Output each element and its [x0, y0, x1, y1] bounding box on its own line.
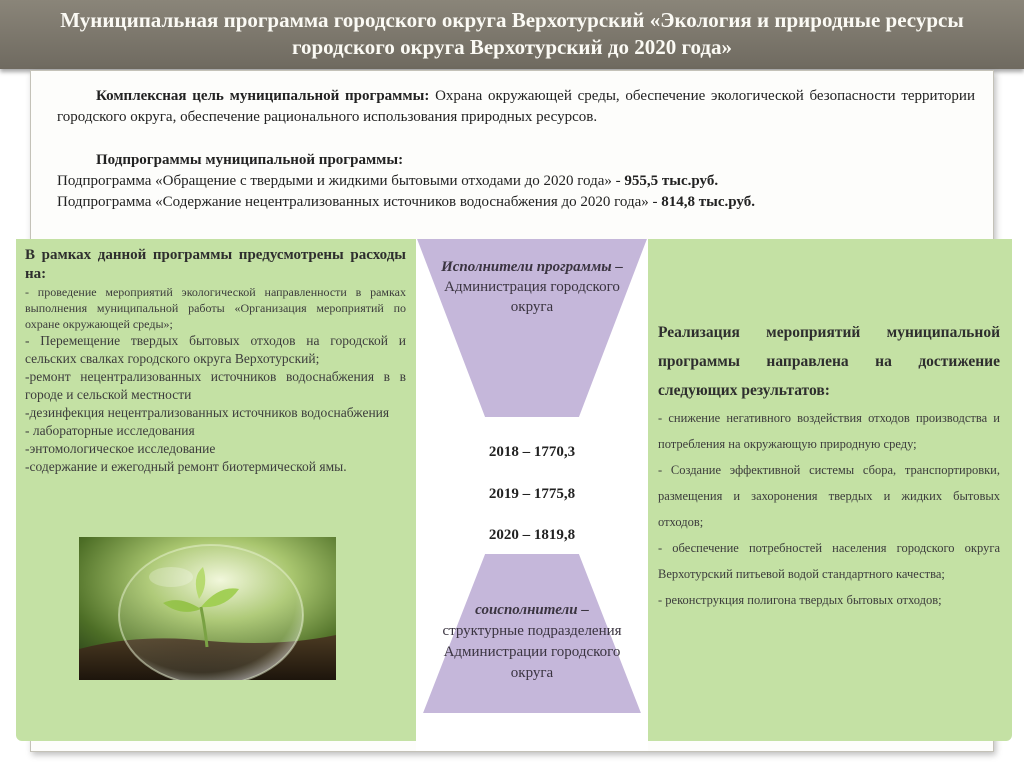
goal-text: Охрана окружающей среды, обеспечение экологической безопасности территории городского округа, обеспечение рационального использования природных ресурсов. — [57, 88, 975, 125]
budget-year-2020 — [458, 525, 606, 545]
budget-value: 2018 – 1770,3 — [488, 444, 576, 460]
budget-value: 2019 – 1775,8 — [488, 486, 576, 502]
expense-item: - лабораторные исследования — [25, 423, 195, 438]
result-item: - обеспечение потребностей населения городского округа Верхотурский питьевой водой стандартного качества; — [658, 541, 1000, 581]
expenses-list — [25, 246, 406, 476]
expense-item: - Перемещение твердых бытовых отходов на городской и сельских свалках городского округа Верхотурский; — [25, 333, 406, 366]
subprograms-heading: Подпрограммы муниципальной программы: — [96, 152, 404, 168]
expense-item: -энтомологическое исследование — [25, 441, 216, 456]
executors-label: Исполнители программы – — [441, 259, 623, 275]
budget-year-2019 — [458, 484, 606, 504]
budget-value: 2020 – 1819,8 — [488, 527, 576, 543]
coexecutors-text: структурные подразделения Администрации городского округа — [442, 623, 622, 681]
goal-label: Комплексная цель муниципальной программы: — [96, 88, 430, 104]
program-executors — [430, 257, 634, 317]
results-list — [658, 318, 1000, 613]
expense-item: -содержание и ежегодный ремонт биотермической ямы. — [25, 459, 347, 474]
slide-title-line-1: Муниципальная программа городского округа Верхотурский «Экология и природные ресурсы — [60, 8, 964, 32]
budget-year-2018 — [458, 442, 606, 462]
subprogram-item — [57, 192, 975, 213]
result-item: - реконструкция полигона твердых бытовых отходов; — [658, 593, 942, 607]
slide-header — [0, 0, 1024, 69]
subprogram-text: Подпрограмма «Обращение с твердыми и жидкими бытовыми отходами до 2020 года» - — [57, 173, 625, 189]
result-item: - Создание эффективной системы сбора, транспортировки, размещения и захоронения твердых и жидких бытовых отходов; — [658, 463, 1000, 529]
plant-sprout-photo — [79, 537, 336, 680]
plant-illustration — [79, 537, 336, 680]
expense-item: -ремонт нецентрализованных источников водоснабжения в в городе и сельской местности — [25, 369, 406, 402]
result-item: - снижение негативного воздействия отходов производства и потребления на окружающую природную среду; — [658, 411, 1000, 451]
program-goal — [57, 86, 975, 128]
expenses-intro: В рамках данной программы предусмотрены расходы на: — [25, 247, 406, 282]
slide-title-line-2: городского округа Верхотурский до 2020 года» — [291, 35, 733, 59]
executors-text: Администрация городского округа — [444, 279, 620, 315]
subprogram-amount: 814,8 тыс.руб. — [661, 194, 755, 210]
subprogram-text: Подпрограмма «Содержание нецентрализованных источников водоснабжения до 2020 года» - — [57, 194, 662, 210]
expense-item: -дезинфекция нецентрализованных источников водоснабжения — [25, 405, 390, 420]
subprogram-amount: 955,5 тыс.руб. — [624, 173, 719, 189]
expense-item: - проведение мероприятий экологической направленности в рамках выполнения муниципальной работы «Организация мероприятий по охране окружающей среды»; — [25, 285, 406, 331]
program-coexecutors — [440, 600, 624, 684]
subprogram-item — [57, 171, 975, 192]
subprograms-block — [57, 150, 975, 213]
results-intro: Реализация мероприятий муниципальной программы направлена на достижение следующих результатов: — [658, 324, 1000, 399]
coexecutors-label: соисполнители – — [475, 602, 589, 618]
